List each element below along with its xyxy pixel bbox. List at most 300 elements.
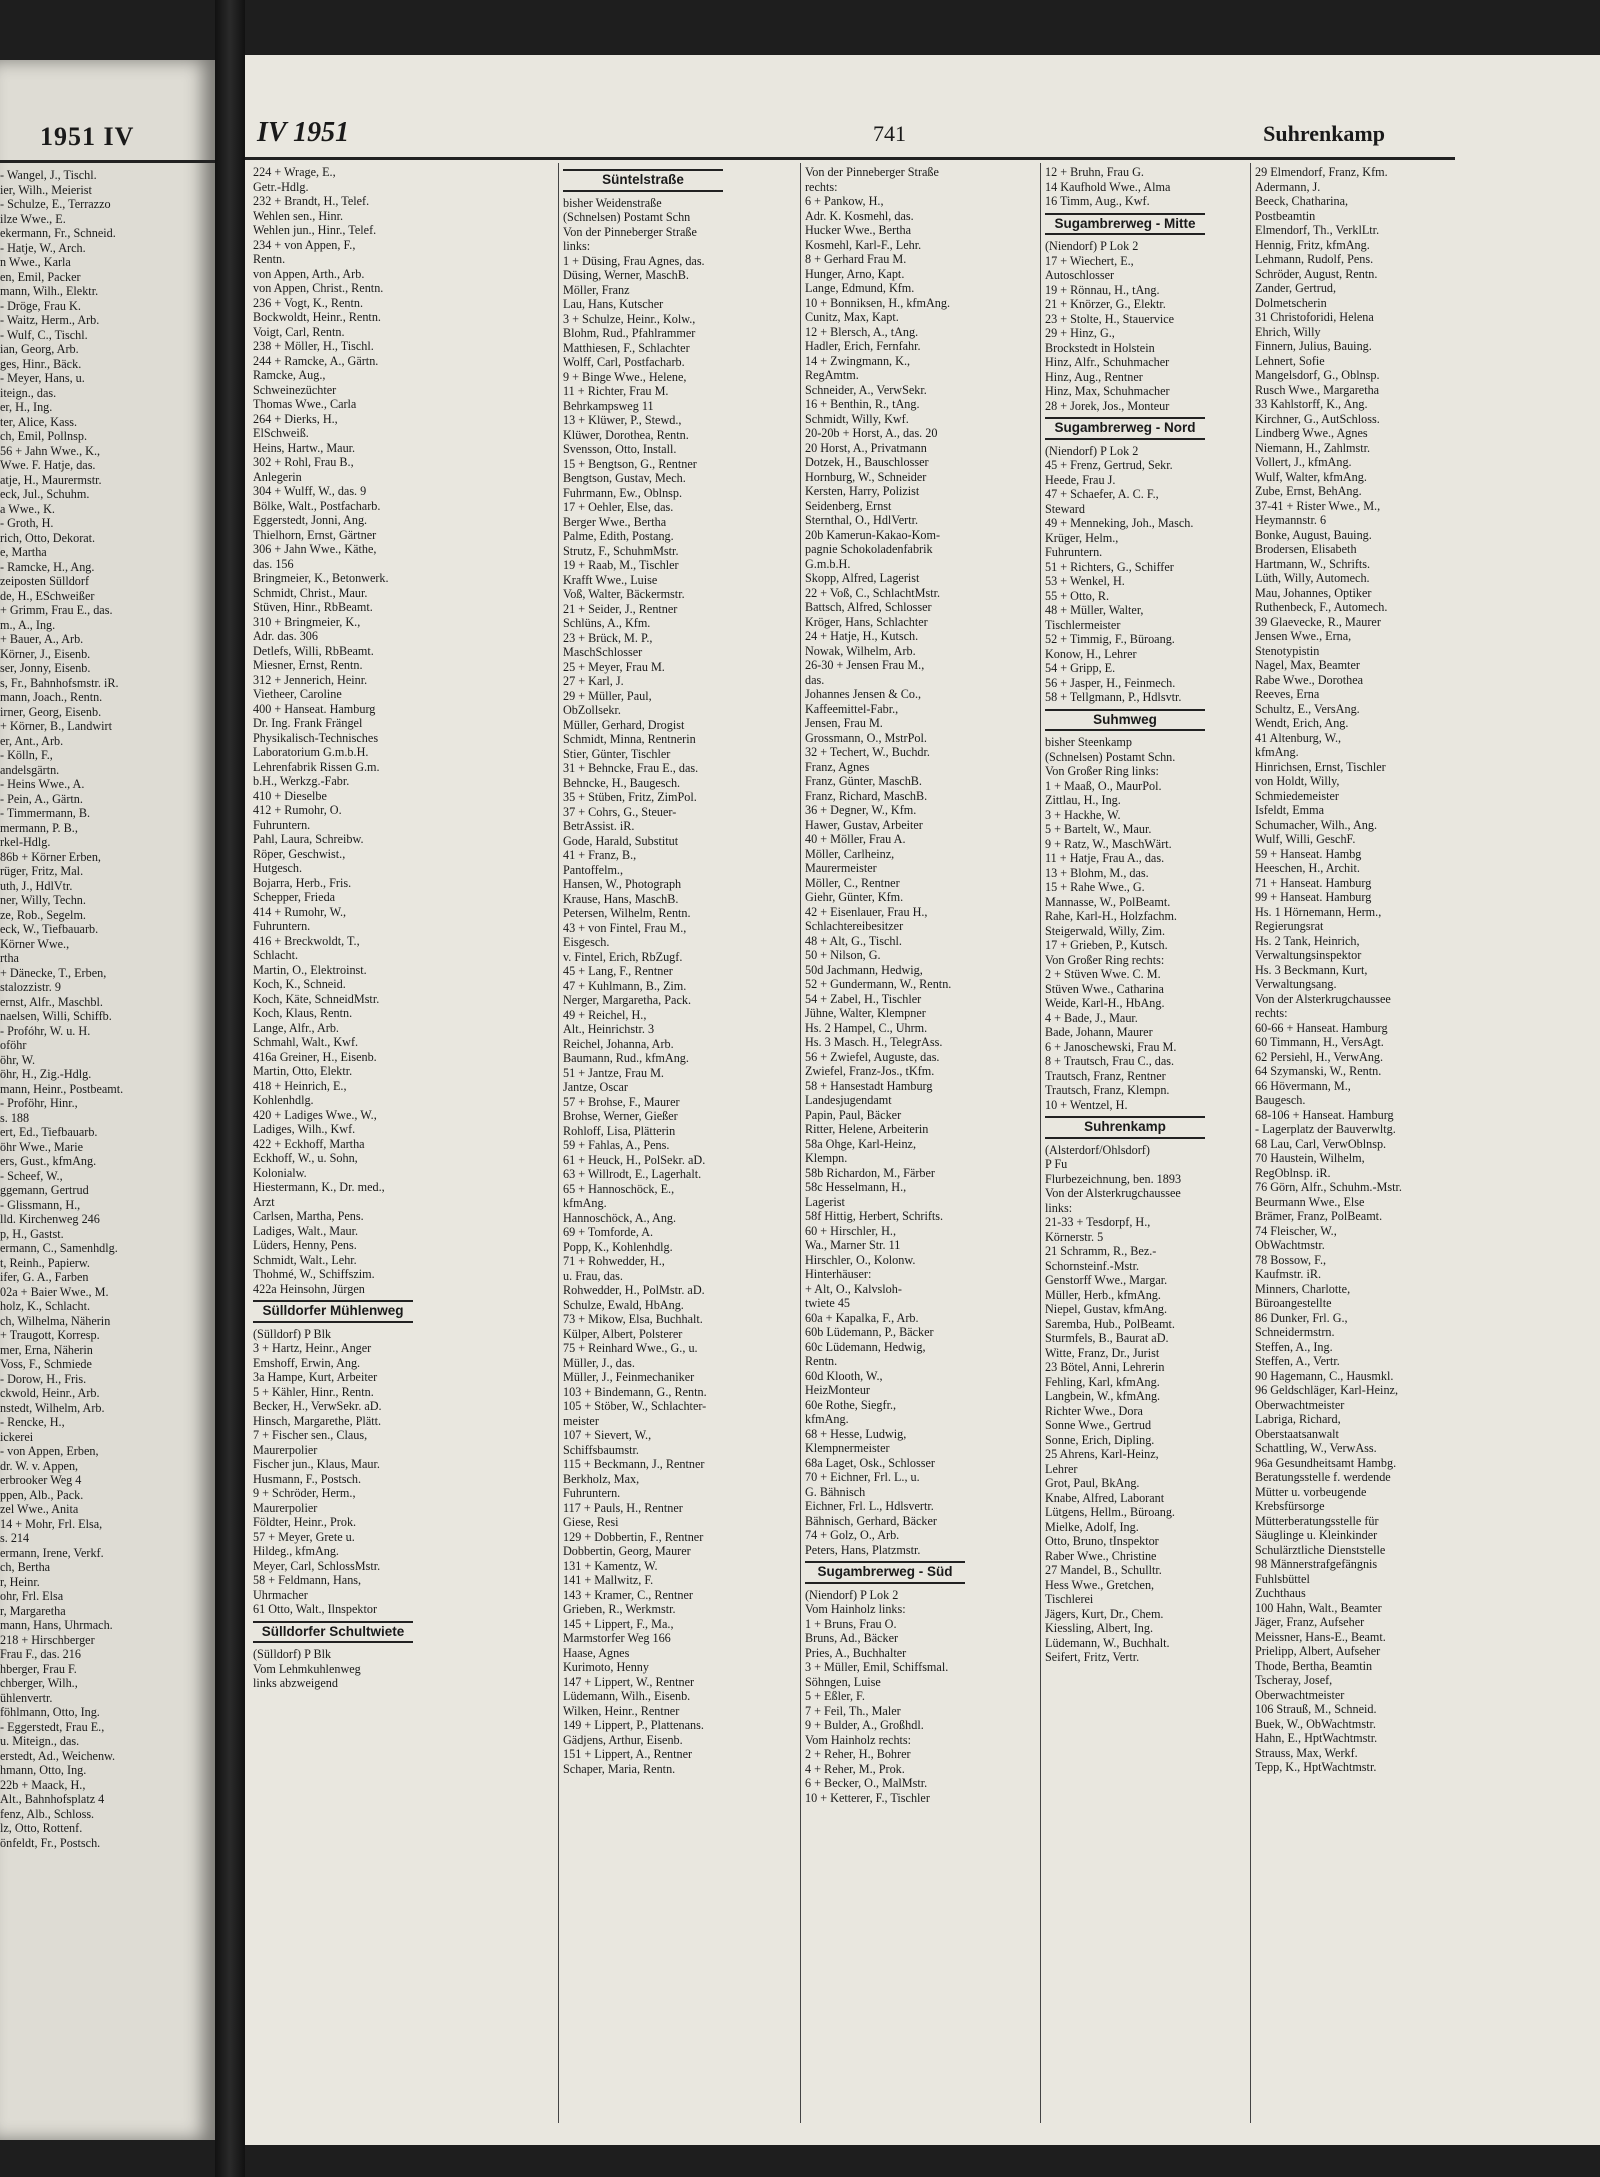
directory-entry: Wendt, Erich, Ang. <box>1255 716 1349 730</box>
directory-entry: Getr.-Hdlg. <box>253 179 309 194</box>
directory-entry: Schmahl, Walt., Kwf. <box>253 1035 359 1049</box>
directory-entry: Baugesch. <box>1255 1093 1306 1107</box>
directory-entry: 9 + Bulder, A., Großhdl. <box>805 1718 924 1732</box>
directory-entry: Jäger, Franz, Aufseher <box>1255 1615 1365 1629</box>
directory-entry: Gädjens, Arthur, Eisenb. <box>563 1732 683 1747</box>
directory-entry: Vollert, J., kfmAng. <box>1255 455 1352 469</box>
directory-entry: e, Martha <box>0 545 47 559</box>
directory-entry: Schulärztliche Dienststelle <box>1255 1542 1386 1557</box>
directory-entry: Hirschler, O., Kolonw. <box>805 1252 916 1267</box>
directory-entry: 9 + Binge Wwe., Helene, <box>563 369 687 384</box>
directory-entry: Kaufmstr. iR. <box>1255 1267 1322 1281</box>
directory-entry: b.H., Werkzg.-Fabr. <box>253 774 350 788</box>
left-page-column <box>0 168 210 1850</box>
directory-entry: Rohloff, Lisa, Plätterin <box>563 1123 676 1138</box>
directory-entry: - Proföhr, Hinr., <box>0 1096 78 1110</box>
page-header <box>245 117 1600 153</box>
directory-entry: rechts: <box>1255 1006 1288 1020</box>
directory-entry: 57 + Meyer, Grete u. <box>253 1529 355 1544</box>
directory-entry: (Schnelsen) Postamt Schn. <box>1045 749 1176 764</box>
directory-entry: ifer, G. A., Farben <box>0 1270 89 1284</box>
directory-entry: Bähnisch, Gerhard, Bäcker <box>805 1513 937 1528</box>
directory-entry: 11 + Richter, Frau M. <box>563 384 669 398</box>
directory-entry: 65 + Hannoschöck, E., <box>563 1181 675 1196</box>
directory-entry: 5 + Eßler, F. <box>805 1689 865 1703</box>
directory-entry: atje, H., Maurermstr. <box>0 472 102 487</box>
directory-entry: Sonne Wwe., Gertrud <box>1045 1418 1152 1432</box>
directory-entry: 20-20b + Horst, A., das. 20 <box>805 426 938 440</box>
directory-entry: 2 + Reher, H., Bohrer <box>805 1747 911 1761</box>
directory-entry: Hinz, Alfr., Schuhmacher <box>1045 355 1170 369</box>
directory-entry: Vom Hainholz rechts: <box>805 1732 912 1747</box>
directory-entry: HeizMonteur <box>805 1383 870 1397</box>
directory-entry: Schultz, E., VersAng. <box>1255 701 1360 716</box>
directory-entry: 238 + Möller, H., Tischl. <box>253 339 374 353</box>
directory-entry: 68 Lau, Carl, VerwOblnsp. <box>1255 1136 1387 1151</box>
directory-entry: Brockstedt in Holstein <box>1045 340 1155 355</box>
directory-entry: Husmann, F., Postsch. <box>253 1471 362 1486</box>
directory-entry: hmann, Otto, Ing. <box>0 1763 87 1777</box>
directory-entry: Becker, H., VerwSekr. aD. <box>253 1399 382 1413</box>
directory-entry: Rentn. <box>805 1354 838 1368</box>
directory-entry: 12 + Bruhn, Frau G. <box>1045 165 1144 179</box>
directory-entry: Lange, Edmund, Kfm. <box>805 281 915 295</box>
directory-entry: Kiessling, Albert, Ing. <box>1045 1621 1153 1635</box>
directory-entry: Mau, Johannes, Optiker <box>1255 585 1372 600</box>
directory-entry: Lüth, Willy, Automech. <box>1255 571 1370 585</box>
directory-entry: Beurmann Wwe., Else <box>1255 1194 1365 1209</box>
directory-entry: ohr, Frl. Elsa <box>0 1589 64 1603</box>
directory-entry: Dotzek, H., Bauschlosser <box>805 455 929 469</box>
directory-entry: links: <box>563 239 591 253</box>
directory-entry: 45 + Frenz, Gertrud, Sekr. <box>1045 458 1173 472</box>
directory-entry: 62 Persiehl, H., VerwAng. <box>1255 1049 1384 1064</box>
directory-entry: 10 + Wentzel, H. <box>1045 1097 1128 1112</box>
directory-entry: 10 + Ketterer, F., Tischler <box>805 1790 930 1805</box>
directory-entry: Gode, Harald, Substitut <box>563 833 679 848</box>
directory-entry: stalozzistr. 9 <box>0 980 61 994</box>
directory-entry: Lütgens, Hellm., Büroang. <box>1045 1505 1175 1519</box>
directory-entry: Schulze, Ewald, HbAng. <box>563 1297 684 1312</box>
directory-entry: 27 Mandel, B., Schulltr. <box>1045 1563 1162 1577</box>
directory-entry: p, H., Gastst. <box>0 1226 64 1241</box>
directory-entry: Alt., Bahnhofsplatz 4 <box>0 1792 105 1806</box>
directory-entry: Dr. Ing. Frank Frängel <box>253 716 363 730</box>
directory-entry: u. Frau, das. <box>563 1268 623 1283</box>
directory-entry: 31 Christoforidi, Helena <box>1255 310 1374 324</box>
directory-entry: m., A., Ing. <box>0 617 56 632</box>
left-page-header: 1951 IV <box>40 122 135 151</box>
directory-entry: rüger, Fritz, Mal. <box>0 864 84 878</box>
directory-entry: Schlacht. <box>253 948 299 962</box>
directory-entry: fenz, Alb., Schloss. <box>0 1806 95 1821</box>
directory-entry: Peters, Hans, Platzmstr. <box>805 1542 921 1557</box>
directory-entry: 143 + Kramer, C., Rentner <box>563 1587 693 1602</box>
directory-entry: - Schulze, E., Terrazzo <box>0 197 111 211</box>
directory-entry: Möller, C., Rentner <box>805 875 900 890</box>
page-number: 741 <box>873 121 906 146</box>
directory-entry: Tscheray, Josef, <box>1255 1673 1333 1687</box>
directory-entry: 1 + Bruns, Frau O. <box>805 1616 897 1631</box>
directory-entry: 306 + Jahn Wwe., Käthe, <box>253 542 377 556</box>
directory-entry: Hahn, E., HptWachtmstr. <box>1255 1731 1378 1745</box>
directory-entry: mann, Joach., Rentn. <box>0 690 103 704</box>
directory-entry: Verwaltungsinspektor <box>1255 948 1362 962</box>
directory-entry: 86b + Körner Erben, <box>0 849 101 864</box>
directory-entry: dr. W. v. Appen, <box>0 1458 79 1473</box>
directory-entry: Thielhorn, Ernst, Gärtner <box>253 527 377 542</box>
directory-entry: Isfeldt, Emma <box>1255 803 1325 817</box>
directory-entry: 9 + Schröder, Herm., <box>253 1486 356 1500</box>
directory-entry: 3a Hampe, Kurt, Arbeiter <box>253 1370 378 1384</box>
directory-entry: 19 + Rönnau, H., tAng. <box>1045 282 1160 297</box>
directory-entry: 60b Lüdemann, P., Bäcker <box>805 1325 934 1339</box>
directory-entry: Mangelsdorf, G., Oblnsp. <box>1255 368 1380 382</box>
directory-entry: meister <box>563 1413 599 1428</box>
directory-entry: G.m.b.H. <box>805 556 851 571</box>
directory-entry: Klempn. <box>805 1151 848 1165</box>
directory-entry: 64 Szymanski, W., Rentn. <box>1255 1064 1382 1078</box>
directory-entry: Schweinezüchter <box>253 382 337 397</box>
directory-entry: Finnern, Julius, Bauing. <box>1255 339 1372 353</box>
directory-entry: Adermann, J. <box>1255 179 1321 194</box>
directory-entry: Ehrich, Willy <box>1255 324 1321 339</box>
directory-entry: Raber Wwe., Christine <box>1045 1548 1157 1563</box>
directory-entry: Prielipp, Albert, Aufseher <box>1255 1644 1381 1658</box>
directory-entry: Von Großer Ring rechts: <box>1045 952 1165 967</box>
directory-entry: Schlüns, A., Kfm. <box>563 616 651 630</box>
street-heading: Sülldorfer Mühlenweg <box>253 1300 413 1323</box>
directory-entry: Uhrmacher <box>253 1587 308 1602</box>
directory-entry: Jühne, Walter, Klempner <box>805 1006 926 1020</box>
directory-entry: (Schnelsen) Postamt Schn <box>563 210 691 224</box>
directory-entry: s. 188 <box>0 1110 30 1125</box>
directory-entry: Alt., Heinrichstr. 3 <box>563 1022 655 1036</box>
directory-entry: Kolonialw. <box>253 1165 307 1180</box>
directory-entry: Zube, Ernst, BehAng. <box>1255 484 1362 498</box>
directory-entry: Buek, W., ObWachtmstr. <box>1255 1716 1376 1731</box>
directory-entry: ernst, Alfr., Maschbl. <box>0 994 103 1009</box>
directory-entry: von Appen, Christ., Rentn. <box>253 281 384 295</box>
directory-entry: 59 + Fahlas, A., Pens. <box>563 1138 670 1152</box>
directory-entry: kfmAng. <box>1255 745 1299 759</box>
directory-entry: Steward <box>1045 501 1085 516</box>
directory-entry: 70 Haustein, Wilhelm, <box>1255 1151 1365 1165</box>
directory-entry: ekermann, Fr., Schneid. <box>0 226 116 240</box>
directory-entry: 151 + Lippert, A., Rentner <box>563 1747 693 1761</box>
directory-entry: 28 + Jorek, Jos., Monteur <box>1045 398 1170 413</box>
directory-entry: Autoschlosser <box>1045 268 1115 282</box>
directory-entry: das. 156 <box>253 556 294 571</box>
directory-entry: 48 + Alt, G., Tischl. <box>805 933 902 948</box>
directory-entry: 19 + Raab, M., Tischler <box>563 558 679 572</box>
directory-entry: 63 + Willrodt, E., Lagerhalt. <box>563 1167 702 1181</box>
directory-entry: Wolff, Carl, Postfacharb. <box>563 355 685 369</box>
directory-entry: Müller, Gerhard, Drogist <box>563 717 685 732</box>
directory-entry: ObWachtmstr. <box>1255 1238 1325 1252</box>
directory-entry: 75 + Reinhard Wwe., G., u. <box>563 1341 698 1355</box>
directory-entry: Bengtson, Gustav, Mech. <box>563 471 686 485</box>
directory-entry: Hannoschöck, A., Ang. <box>563 1210 677 1225</box>
directory-entry: 29 Elmendorf, Franz, Kfm. <box>1255 165 1388 179</box>
directory-entry: föhlmann, Otto, Ing. <box>0 1705 100 1719</box>
directory-entry: Eckhoff, W., u. Sohn, <box>253 1151 358 1165</box>
directory-entry: Wa., Marner Str. 11 <box>805 1238 901 1252</box>
directory-entry: Schmidt, Willy, Kwf. <box>805 411 909 426</box>
directory-entry: Pantoffelm., <box>563 862 624 877</box>
directory-entry: Otto, Bruno, tInspektor <box>1045 1534 1159 1548</box>
directory-entry: Sonne, Erich, Dipling. <box>1045 1432 1155 1447</box>
directory-entry: Franz, Richard, MaschB. <box>805 788 928 803</box>
directory-entry: 96a Gesundheitsamt Hambg. <box>1255 1455 1397 1470</box>
directory-entry: - Groth, H. <box>0 516 54 530</box>
directory-entry: von Holdt, Willy, <box>1255 774 1340 788</box>
directory-entry: ges, Hinr., Bäck. <box>0 356 82 371</box>
directory-entry: 3 + Schulze, Heinr., Kolw., <box>563 311 696 326</box>
directory-entry: Petersen, Wilhelm, Rentn. <box>563 906 691 920</box>
directory-entry: Johannes Jensen & Co., <box>805 687 922 701</box>
directory-entry: Körner Wwe., <box>0 936 70 951</box>
directory-entry: Hess Wwe., Gretchen, <box>1045 1577 1155 1592</box>
directory-entry: 141 + Mallwitz, F. <box>563 1573 654 1587</box>
directory-entry: ickerei <box>0 1429 34 1444</box>
directory-entry: 48 + Müller, Walter, <box>1045 603 1144 617</box>
directory-entry: Düsing, Werner, MaschB. <box>563 268 689 282</box>
directory-entry: 4 + Bade, J., Maur. <box>1045 1010 1138 1025</box>
directory-entry: 416 + Breckwoldt, T., <box>253 933 360 948</box>
directory-entry: naelsen, Willi, Schiffb. <box>0 1009 112 1023</box>
directory-entry: Eggerstedt, Jonni, Ang. <box>253 513 368 527</box>
directory-entry: - Pein, A., Gärtn. <box>0 791 83 806</box>
directory-entry: Lüdemann, Wilh., Eisenb. <box>563 1689 691 1703</box>
street-heading: Sugambrerweg - Mitte <box>1045 213 1205 236</box>
directory-entry: 6 + Pankow, H., <box>805 194 884 208</box>
directory-entry: 14 + Zwingmann, K., <box>805 353 911 368</box>
directory-entry: 74 + Golz, O., Arb. <box>805 1528 900 1542</box>
directory-entry: 422a Heinsohn, Jürgen <box>253 1281 365 1296</box>
directory-entry: + Traugott, Korresp. <box>0 1328 100 1342</box>
directory-entry: 78 Bossow, F., <box>1255 1252 1327 1267</box>
directory-entry: 68a Laget, Osk., Schlosser <box>805 1455 935 1470</box>
directory-entry: Hinz, Aug., Rentner <box>1045 369 1143 384</box>
directory-entry: 56 + Jahn Wwe., K., <box>0 443 101 458</box>
directory-entry: Koch, Klaus, Rentn. <box>253 1006 353 1020</box>
directory-entry: Baumann, Rud., kfmAng. <box>563 1051 689 1065</box>
directory-entry: Röper, Geschwist., <box>253 846 346 861</box>
directory-entry: s, Fr., Bahnhofsmstr. iR. <box>0 675 119 690</box>
directory-entry: Wehlen jun., Hinr., Telef. <box>253 223 377 237</box>
directory-entry: pagnie Schokoladenfabrik <box>805 542 933 556</box>
directory-entry: Maurerpolier <box>253 1500 318 1515</box>
directory-entry: Lüdemann, W., Buchhalt. <box>1045 1635 1170 1650</box>
directory-entry: 59 + Hanseat. Hambg <box>1255 846 1362 861</box>
directory-entry: 55 + Otto, R. <box>1045 588 1110 603</box>
directory-entry: Postbeamtin <box>1255 208 1316 223</box>
directory-entry: erbrooker Weg 4 <box>0 1473 82 1487</box>
directory-entry: Hucker Wwe., Bertha <box>805 223 912 237</box>
directory-entry: Söhngen, Luise <box>805 1674 881 1689</box>
directory-entry: Thode, Bertha, Beamtin <box>1255 1658 1373 1673</box>
directory-entry: Seidenberg, Ernst <box>805 498 892 513</box>
directory-entry: 66 Hövermann, M., <box>1255 1078 1351 1093</box>
column-separator <box>558 163 559 2123</box>
directory-entry: - Glissmann, H., <box>0 1197 81 1212</box>
directory-entry: Hinterhäuser: <box>805 1267 872 1281</box>
directory-entry: Grot, Paul, BkAng. <box>1045 1476 1140 1490</box>
directory-entry: + Körner, B., Landwirt <box>0 719 112 733</box>
directory-entry: twiete 45 <box>805 1296 851 1310</box>
directory-entry: Bockwoldt, Heinr., Rentn. <box>253 310 381 324</box>
directory-entry: 147 + Lippert, W., Rentner <box>563 1674 695 1689</box>
directory-entry: Strutz, F., SchuhmMstr. <box>563 543 679 558</box>
directory-entry: Schmidt, Walt., Lehr. <box>253 1252 357 1267</box>
directory-entry: BetrAssist. iR. <box>563 819 635 833</box>
directory-entry: 60d Klooth, W., <box>805 1368 883 1383</box>
directory-column-2 <box>563 165 723 1776</box>
directory-entry: ElSchweiß. <box>253 426 309 440</box>
directory-entry: 60e Rothe, Siegfr., <box>805 1397 897 1412</box>
directory-entry: Ritter, Helene, Arbeiterin <box>805 1122 929 1136</box>
directory-entry: Lehrer <box>1045 1461 1078 1476</box>
directory-entry: 58 + Tellgmann, P., Hdlsvtr. <box>1045 690 1182 704</box>
directory-entry: Svensson, Otto, Install. <box>563 442 677 456</box>
directory-entry: Fuhruntern. <box>253 919 311 933</box>
directory-entry: 9 + Ratz, W., MaschWärt. <box>1045 836 1172 851</box>
directory-entry: Ruthenbeck, F., Automech. <box>1255 600 1388 614</box>
book-gutter <box>215 0 245 2177</box>
directory-entry: Ladiges, Wilh., Kwf. <box>253 1122 356 1136</box>
directory-entry: r, Margaretha <box>0 1603 66 1618</box>
directory-entry: 234 + von Appen, F., <box>253 237 356 252</box>
directory-entry: Physikalisch-Technisches <box>253 730 379 745</box>
directory-entry: Stenotypistin <box>1255 643 1320 658</box>
directory-entry: Schneider, A., VerwSekr. <box>805 382 927 397</box>
directory-entry: Hawer, Gustav, Arbeiter <box>805 817 923 832</box>
directory-entry: Eisgesch. <box>563 935 610 949</box>
directory-entry: Niepel, Gustav, kfmAng. <box>1045 1302 1168 1316</box>
directory-entry: + Bauer, A., Arb. <box>0 632 84 646</box>
directory-entry: + Grimm, Frau E., das. <box>0 603 113 617</box>
directory-entry: mann, Hans, Uhrmach. <box>0 1618 113 1632</box>
directory-entry: 60-66 + Hanseat. Hamburg <box>1255 1020 1388 1035</box>
directory-entry: 22b + Maack, H., <box>0 1777 86 1792</box>
directory-entry: er, Ant., Arb. <box>0 733 64 748</box>
directory-entry: Lau, Hans, Kutscher <box>563 297 664 311</box>
directory-entry: 49 + Menneking, Joh., Masch. <box>1045 516 1194 530</box>
directory-entry: 37-41 + Rister Wwe., M., <box>1255 498 1381 513</box>
directory-entry: ggemann, Gertrud <box>0 1183 89 1197</box>
directory-entry: 224 + Wrage, E., <box>253 165 336 179</box>
directory-entry: Vom Lehmkuhlenweg <box>253 1661 361 1676</box>
directory-entry: Körner, J., Eisenb. <box>0 646 91 661</box>
directory-entry: 8 + Gerhard Frau M. <box>805 252 907 266</box>
directory-entry: 70 + Eichner, Frl. L., u. <box>805 1470 920 1484</box>
directory-entry: Tepp, K., HptWachtmstr. <box>1255 1760 1377 1774</box>
directory-entry: 244 + Ramcke, A., Gärtn. <box>253 353 379 368</box>
directory-entry: n Wwe., Karla <box>0 255 71 269</box>
directory-entry: 13 + Klüwer, P., Stewd., <box>563 413 682 427</box>
directory-entry: bisher Weidenstraße <box>563 195 662 210</box>
directory-entry: Langbein, W., kfmAng. <box>1045 1389 1161 1403</box>
directory-entry: Cunitz, Max, Kapt. <box>805 310 899 324</box>
directory-entry: 1 + Düsing, Frau Agnes, das. <box>563 253 705 268</box>
directory-entry: 418 + Heinrich, E., <box>253 1078 347 1093</box>
directory-entry: RegAmtm. <box>805 368 859 382</box>
directory-entry: Koch, K., Schneid. <box>253 977 346 991</box>
directory-entry: Hiestermann, K., Dr. med., <box>253 1180 385 1194</box>
directory-entry: Brodersen, Elisabeth <box>1255 542 1357 556</box>
directory-entry: zel Wwe., Anita <box>0 1502 79 1516</box>
street-heading: Suhrenkamp <box>1045 1116 1205 1139</box>
directory-entry: 3 + Hackhe, W. <box>1045 807 1121 822</box>
directory-entry: 90 Hagemann, C., Hausmkl. <box>1255 1368 1394 1383</box>
directory-entry: 1 + Maaß, O., MaurPol. <box>1045 778 1162 793</box>
directory-entry: Landesjugendamt <box>805 1093 892 1107</box>
directory-entry: Matthiesen, F., Schlachter <box>563 340 690 355</box>
directory-entry: - Lagerplatz der Bauverwltg. <box>1255 1122 1396 1136</box>
directory-entry: 14 Kaufhold Wwe., Alma <box>1045 179 1171 194</box>
directory-entry: 14 + Mohr, Frl. Elsa, <box>0 1516 103 1531</box>
directory-entry: Müller, J., Feinmechaniker <box>563 1370 695 1384</box>
directory-entry: Schmidt, Minna, Rentnerin <box>563 732 696 746</box>
right-page <box>245 55 1600 2145</box>
directory-entry: - Heins Wwe., A. <box>0 777 85 791</box>
directory-entry: Steffen, A., Ing. <box>1255 1339 1333 1354</box>
directory-entry: Thomas Wwe., Carla <box>253 397 357 411</box>
directory-entry: Dolmetscherin <box>1255 295 1327 310</box>
directory-entry: ermann, C., Samenhdlg. <box>0 1241 118 1255</box>
directory-entry: Hinsch, Margarethe, Plätt. <box>253 1413 382 1428</box>
directory-entry: Wehlen sen., Hinr. <box>253 208 344 223</box>
directory-entry: Jensen, Frau M. <box>805 716 883 730</box>
directory-entry: mer, Erna, Näherin <box>0 1342 93 1357</box>
directory-entry: Knabe, Alfred, Laborant <box>1045 1490 1165 1505</box>
directory-entry: ert, Ed., Tiefbauarb. <box>0 1125 98 1139</box>
directory-entry: Mütterberatungsstelle für <box>1255 1513 1379 1528</box>
directory-entry: 15 + Rahe Wwe., G. <box>1045 880 1145 894</box>
directory-entry: Stier, Günter, Tischler <box>563 746 671 761</box>
directory-entry: links abzweigend <box>253 1676 338 1690</box>
directory-entry: Kirchner, G., AutSchloss. <box>1255 411 1380 426</box>
left-page <box>0 60 215 2140</box>
directory-entry: Hs. 3 Beckmann, Kurt, <box>1255 962 1368 977</box>
directory-entry: Von der Pinneberger Straße <box>805 165 939 179</box>
directory-entry: 25 + Meyer, Frau M. <box>563 659 665 674</box>
directory-entry: 6 + Becker, O., MalMstr. <box>805 1776 928 1790</box>
directory-entry: Rabe Wwe., Dorothea <box>1255 672 1364 687</box>
directory-entry: 49 + Reichel, H., <box>563 1007 647 1022</box>
directory-entry: Miesner, Ernst, Rentn. <box>253 658 363 672</box>
directory-entry: hberger, Frau F. <box>0 1661 77 1676</box>
directory-entry: 41 + Franz, B., <box>563 848 637 862</box>
directory-entry: Trautsch, Franz, Klempn. <box>1045 1083 1170 1097</box>
directory-entry: 414 + Rumohr, W., <box>253 904 347 919</box>
directory-entry: Vietheer, Caroline <box>253 687 342 701</box>
directory-entry: Hinrichsen, Ernst, Tischler <box>1255 759 1386 774</box>
directory-entry: Palme, Edith, Postang. <box>563 529 674 543</box>
directory-entry: Tischlerei <box>1045 1592 1094 1606</box>
directory-entry: ser, Jonny, Eisenb. <box>0 661 91 675</box>
directory-entry: 145 + Lippert, F., Ma., <box>563 1616 674 1631</box>
directory-entry: Schattling, W., VerwAss. <box>1255 1441 1377 1455</box>
directory-entry: Niemann, H., Zahlmstr. <box>1255 440 1371 455</box>
directory-entry: rich, Otto, Dekorat. <box>0 530 96 545</box>
directory-entry: 43 + von Fintel, Frau M., <box>563 920 687 935</box>
directory-entry: 4 + Reher, M., Prok. <box>805 1761 905 1776</box>
directory-entry: mermann, P. B., <box>0 820 78 835</box>
directory-entry: - Dröge, Frau K. <box>0 298 81 313</box>
street-heading: Sugambrerweg - Süd <box>805 1561 965 1584</box>
